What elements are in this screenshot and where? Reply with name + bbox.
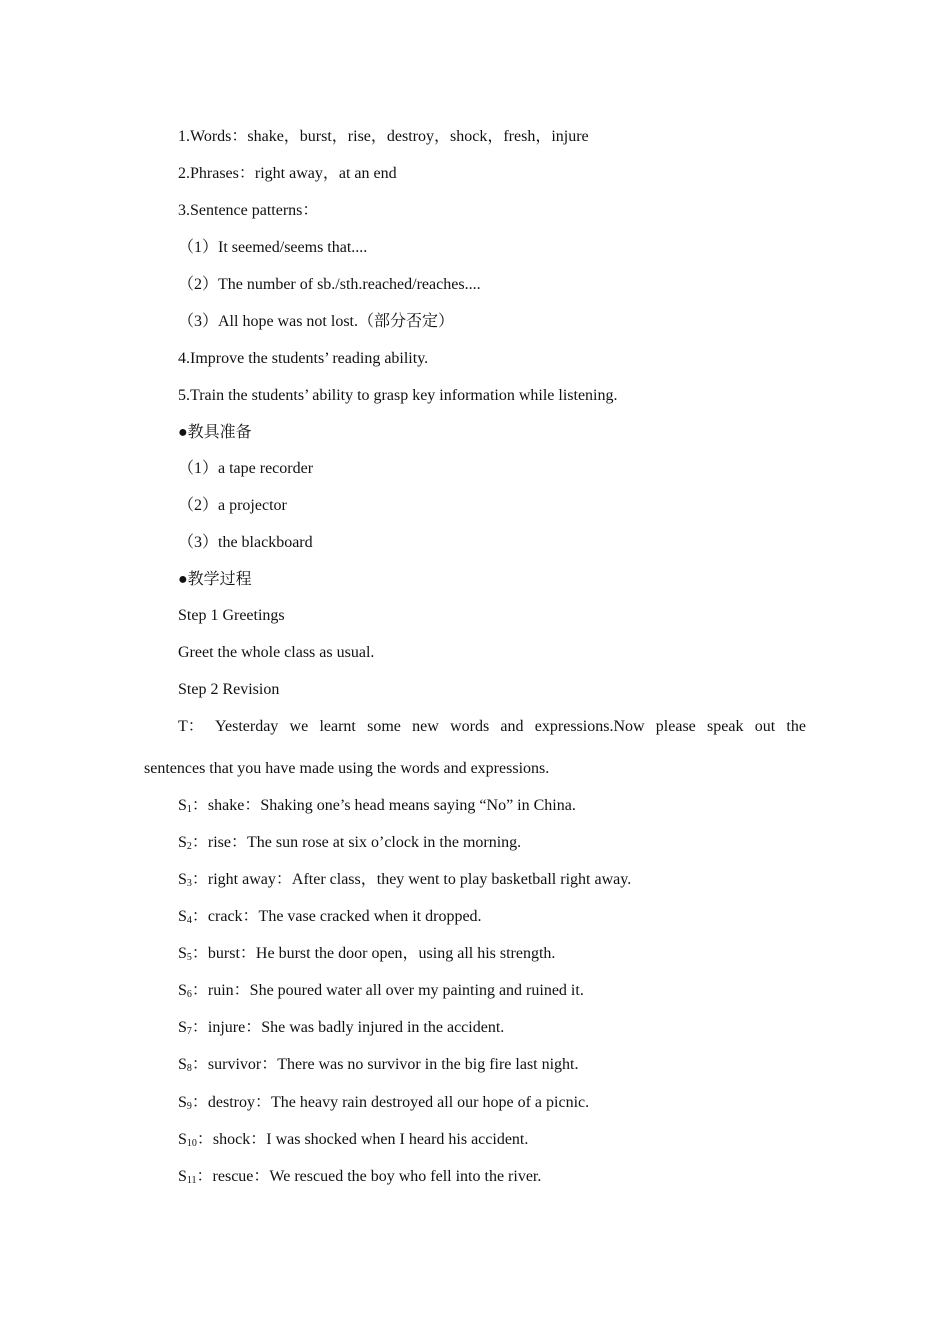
teacher-line xyxy=(178,717,806,737)
teacher-word: Yesterday xyxy=(215,718,279,735)
student-number: 4 xyxy=(186,915,192,926)
student-number: 2 xyxy=(186,841,192,852)
student-sentence-text: ：survivor：There was no survivor in the big fire last night. xyxy=(191,1056,579,1073)
student-sentence-text: ：right away：After class，they went to play basketball right away. xyxy=(191,871,632,888)
pattern-item: （1）It seemed/seems that.... xyxy=(178,239,368,256)
teacher-word: expressions.Now xyxy=(534,718,645,735)
teacher-word: speak xyxy=(707,718,744,735)
student-sentence: $S_2$：rise：The sun rose at six o’clock in the morning. xyxy=(178,834,522,852)
student-sentence-text: ：shock：I was shocked when I heard his accident. xyxy=(196,1131,529,1148)
student-sentence-text: ：destroy：The heavy rain destroyed all our hope of a picnic. xyxy=(191,1094,590,1111)
student-sentence: $S_3$：right away：After class，they went to play basketball right away. xyxy=(178,871,632,889)
student-sentence: $S_6$：ruin：She poured water all over my painting and ruined it. xyxy=(178,982,584,1000)
objective-reading: 4.Improve the students’ reading ability. xyxy=(178,350,429,367)
pattern-item: （3）All hope was not lost.（部分否定） xyxy=(178,313,454,330)
step1-text: Greet the whole class as usual. xyxy=(178,644,375,661)
step1-title: Step 1 Greetings xyxy=(178,607,285,624)
student-sentence-text: ：shake：Shaking one’s head means saying “No” in China. xyxy=(191,797,576,814)
teacher-word: new xyxy=(412,718,439,735)
teacher-word: some xyxy=(367,718,401,735)
teacher-word: and xyxy=(500,718,524,735)
objective-words: 1.Words：shake，burst，rise，destroy，shock，fresh，injure xyxy=(178,128,589,145)
student-sentence: $S_1$：shake：Shaking one’s head means saying “No” in China. xyxy=(178,797,576,815)
process-heading: ●教学过程 xyxy=(178,571,252,588)
student-number: 11 xyxy=(186,1175,197,1186)
student-sentence: $S_4$：crack：The vase cracked when it dropped. xyxy=(178,908,482,926)
student-sentence: $S_5$：burst：He burst the door open，using all his strength. xyxy=(178,945,556,963)
student-number: 3 xyxy=(186,878,192,889)
student-number: 5 xyxy=(186,952,192,963)
teaching-aid-item: （2）a projector xyxy=(178,497,287,514)
objective-listening: 5.Train the students’ ability to grasp key information while listening. xyxy=(178,387,618,404)
student-sentence-text: ：rescue：We rescued the boy who fell into the river. xyxy=(196,1168,542,1185)
student-number: 10 xyxy=(186,1138,197,1149)
student-number: 7 xyxy=(186,1026,192,1037)
student-sentence-text: ：burst：He burst the door open，using all his strength. xyxy=(191,945,556,962)
student-number: 9 xyxy=(186,1101,192,1112)
student-sentence-text: ：ruin：She poured water all over my painting and ruined it. xyxy=(191,982,584,999)
teacher-line-continued: sentences that you have made using the words and expressions. xyxy=(144,760,550,777)
objective-phrases: 2.Phrases：right away，at an end xyxy=(178,165,397,182)
student-sentence: $S_9$：destroy：The heavy rain destroyed all our hope of a picnic. xyxy=(178,1094,590,1112)
teacher-word: we xyxy=(289,718,309,735)
student-sentence-text: ：crack：The vase cracked when it dropped. xyxy=(191,908,482,925)
student-sentence: $S_8$：survivor：There was no survivor in the big fire last night. xyxy=(178,1056,579,1074)
student-sentence: $S_{10}$：shock：I was shocked when I heard his accident. xyxy=(178,1131,529,1149)
teacher-word: the xyxy=(786,718,806,735)
pattern-item: （2）The number of sb./sth.reached/reaches.... xyxy=(178,276,481,293)
teaching-aid-item: （3）the blackboard xyxy=(178,534,313,551)
student-number: 6 xyxy=(186,989,192,1000)
teacher-word: out xyxy=(754,718,776,735)
teacher-word: learnt xyxy=(319,718,356,735)
student-sentence: $S_7$：injure：She was badly injured in the accident. xyxy=(178,1019,505,1037)
teacher-word: words xyxy=(450,718,490,735)
student-number: 8 xyxy=(186,1063,192,1074)
teaching-aid-item: （1）a tape recorder xyxy=(178,460,314,477)
teaching-aids-heading: ●教具准备 xyxy=(178,424,252,441)
teacher-word: T： xyxy=(178,718,204,735)
student-number: 1 xyxy=(186,804,192,815)
objective-sentence-patterns: 3.Sentence patterns： xyxy=(178,202,319,219)
student-sentence: $S_{11}$：rescue：We rescued the boy who fell into the river. xyxy=(178,1168,542,1186)
student-sentence-text: ：injure：She was badly injured in the accident. xyxy=(191,1019,505,1036)
student-sentence-text: ：rise：The sun rose at six o’clock in the morning. xyxy=(191,834,522,851)
step2-title: Step 2 Revision xyxy=(178,681,280,698)
teacher-word: please xyxy=(655,718,696,735)
